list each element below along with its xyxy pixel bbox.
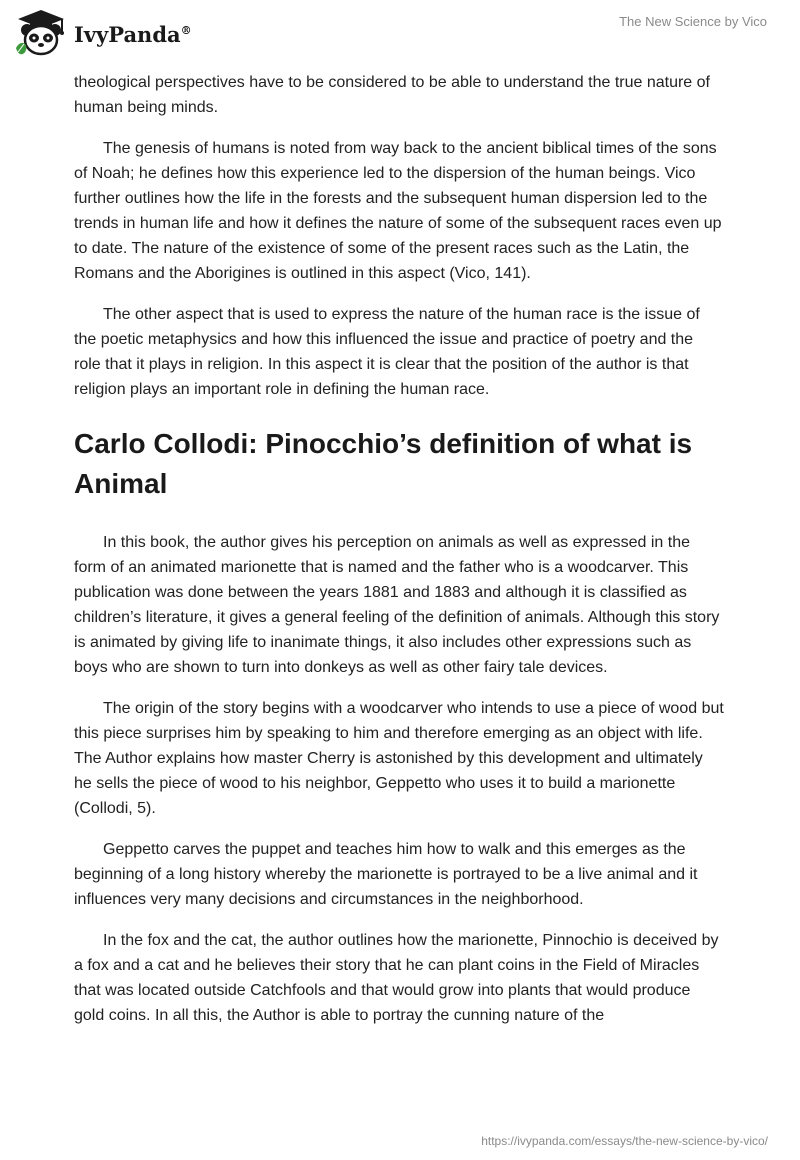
section-heading: Carlo Collodi: Pinocchio’s definition of what is Animal (74, 428, 693, 499)
page-header (0, 0, 800, 64)
brand-name: IvyPanda® (74, 21, 192, 47)
document-title: The New Science by Vico (619, 14, 767, 29)
source-url[interactable]: https://ivypanda.com/essays/the-new-science-by-vico/ (481, 1134, 768, 1148)
paragraph: Geppetto carves the puppet and teaches him how to walk and this emerges as the beginning of a long history whereby the marionette is portrayed to be a live animal and it influences very many decisions and circumstances in the neighborhood. (74, 841, 698, 908)
panda-logo-icon (12, 6, 70, 60)
ivypanda-logo[interactable] (12, 6, 192, 60)
article-body (74, 70, 724, 1044)
paragraph: The other aspect that is used to express the nature of the human race is the issue of the poetic metaphysics and how this influenced the issue and practice of poetry and the role that it plays in religion. In this aspect it is clear that the position of the author is that religion plays an important role in defining the human race. (74, 306, 700, 398)
paragraph: The genesis of humans is noted from way back to the ancient biblical times of the sons of Noah; he defines how this experience led to the dispersion of the human beings. Vico further outlines how the life in the forests and the subsequent human dispersion led to the trends in human life and how it defines the nature of some of the subsequent races even up to date. The nature of the existence of some of the present races such as the Latin, the Romans and the Aborigines is outlined in this aspect (Vico, 141). (74, 140, 722, 282)
paragraph: In this book, the author gives his perception on animals as well as expressed in the form of an animated marionette that is named and the father who is a woodcarver. This publication was done between the years 1881 and 1883 and although it is classified as children’s literature, it gives a general feeling of the definition of animals. Although this story is animated by giving life to inanimate things, it also includes other expressions such as boys who are shown to turn into donkeys as well as other fairy tale devices. (74, 534, 720, 676)
paragraph: theological perspectives have to be considered to be able to understand the true nature of human being minds. (74, 74, 710, 116)
paragraph: In the fox and the cat, the author outlines how the marionette, Pinnochio is deceived by a fox and a cat and he believes their story that he can plant coins in the Field of Miracles that was located outside Catchfools and that would grow into plants that would produce gold coins. In all this, the Author is able to portray the cunning nature of the (74, 932, 719, 1024)
paragraph: The origin of the story begins with a woodcarver who intends to use a piece of wood but this piece surprises him by speaking to him and therefore emerging as an object with life. The Author explains how master Cherry is astonished by this development and ultimately he sells the piece of wood to his neighbor, Geppetto who uses it to build a marionette (Collodi, 5). (74, 700, 724, 817)
